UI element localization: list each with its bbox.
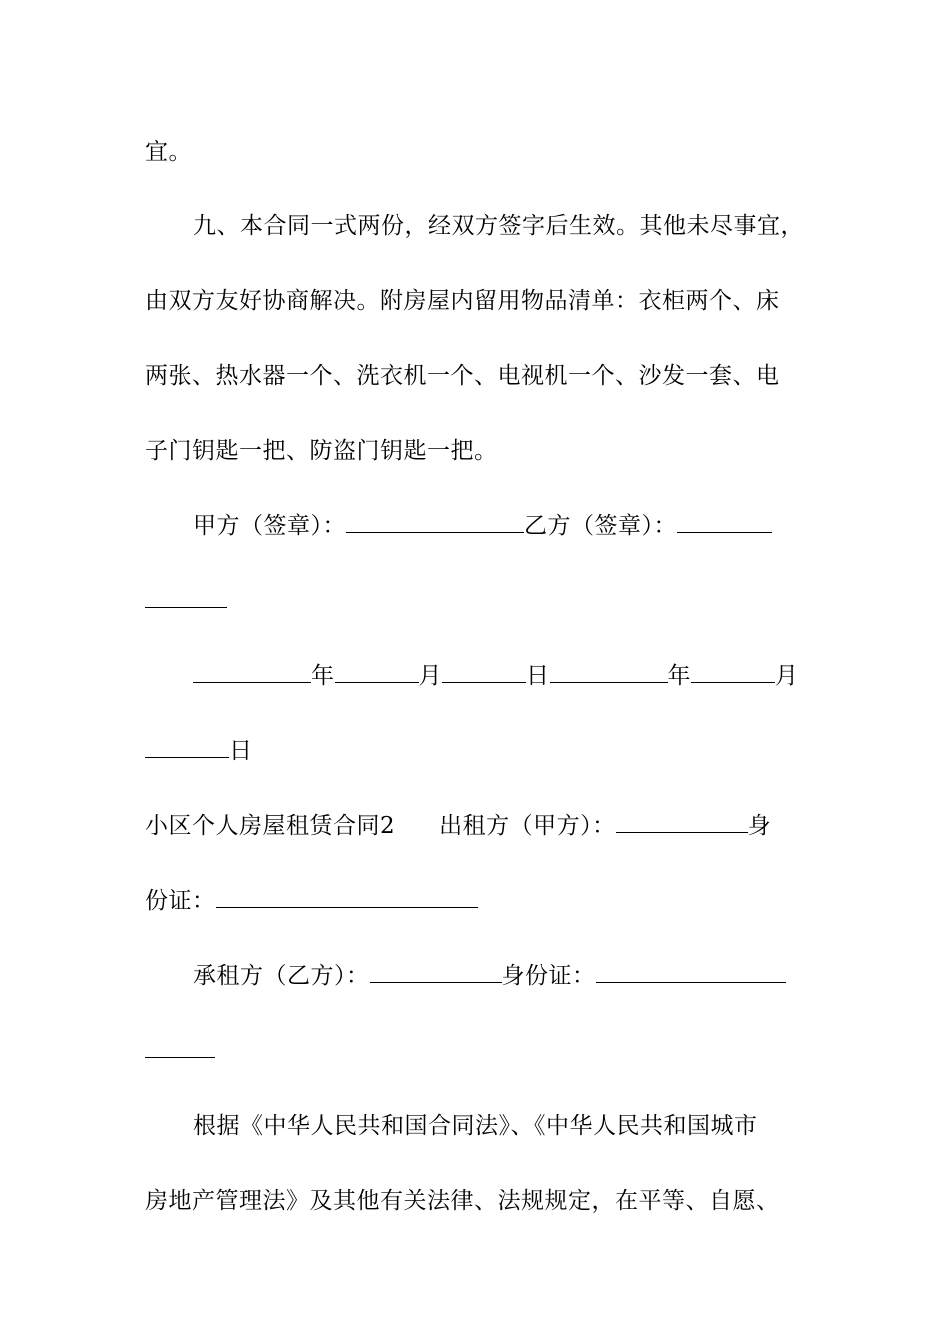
text-line: 由双方友好协商解决。附房屋内留用物品清单：衣柜两个、床 <box>145 288 780 314</box>
text-line: 宜。 <box>145 139 192 165</box>
month-label: 月 <box>418 663 442 689</box>
lessor-label: 出租方（甲方）： <box>439 813 616 839</box>
contract-title: 小区个人房屋租赁合同2 <box>145 813 396 839</box>
lessor-id-line <box>145 886 478 916</box>
text-line: 两张、热水器一个、洗衣机一个、电视机一个、沙发一套、电 <box>145 363 780 389</box>
signature-line-continued <box>145 586 227 616</box>
lessee-id-blank-cont[interactable] <box>145 1037 215 1058</box>
day-label: 日 <box>526 663 550 689</box>
lessee-line <box>193 961 786 991</box>
month-blank-2[interactable] <box>691 662 775 683</box>
party-b-signature-blank[interactable] <box>677 512 772 533</box>
day-label-2: 日 <box>229 738 253 764</box>
lessee-id-blank[interactable] <box>596 962 786 983</box>
lessor-id-blank[interactable] <box>216 887 478 908</box>
year-blank[interactable] <box>193 662 311 683</box>
lessor-blank[interactable] <box>616 812 748 833</box>
date-line <box>193 661 799 691</box>
lessor-id-label: 份证： <box>145 888 216 914</box>
day-blank-2[interactable] <box>145 737 229 758</box>
text-line: 根据《中华人民共和国合同法》、《中华人民共和国城市 <box>193 1113 758 1139</box>
signature-line <box>193 511 772 541</box>
lessee-blank[interactable] <box>370 962 502 983</box>
year-label: 年 <box>311 663 335 689</box>
date-line-continued <box>145 736 253 766</box>
year-blank-2[interactable] <box>550 662 668 683</box>
party-b-signature-blank-cont[interactable] <box>145 587 227 608</box>
text-line: 房地产管理法》及其他有关法律、法规规定，在平等、自愿、 <box>145 1188 780 1214</box>
year-label-2: 年 <box>667 663 691 689</box>
lessee-label: 承租方（乙方）： <box>193 963 370 989</box>
contract-title-line <box>145 811 771 841</box>
party-a-signature-label: 甲方（签章）： <box>193 513 346 539</box>
id-label-start: 身 <box>747 813 772 839</box>
text-line: 九、本合同一式两份，经双方签字后生效。其他未尽事宜， <box>193 213 804 239</box>
lessee-id-label: 身份证： <box>501 963 596 989</box>
party-a-signature-blank[interactable] <box>346 512 524 533</box>
day-blank[interactable] <box>442 662 526 683</box>
party-b-signature-label: 乙方（签章）： <box>524 513 677 539</box>
text-line: 子门钥匙一把、防盗门钥匙一把。 <box>145 438 498 464</box>
month-label-2: 月 <box>775 663 799 689</box>
month-blank[interactable] <box>335 662 419 683</box>
lessee-line-continued <box>145 1036 215 1066</box>
